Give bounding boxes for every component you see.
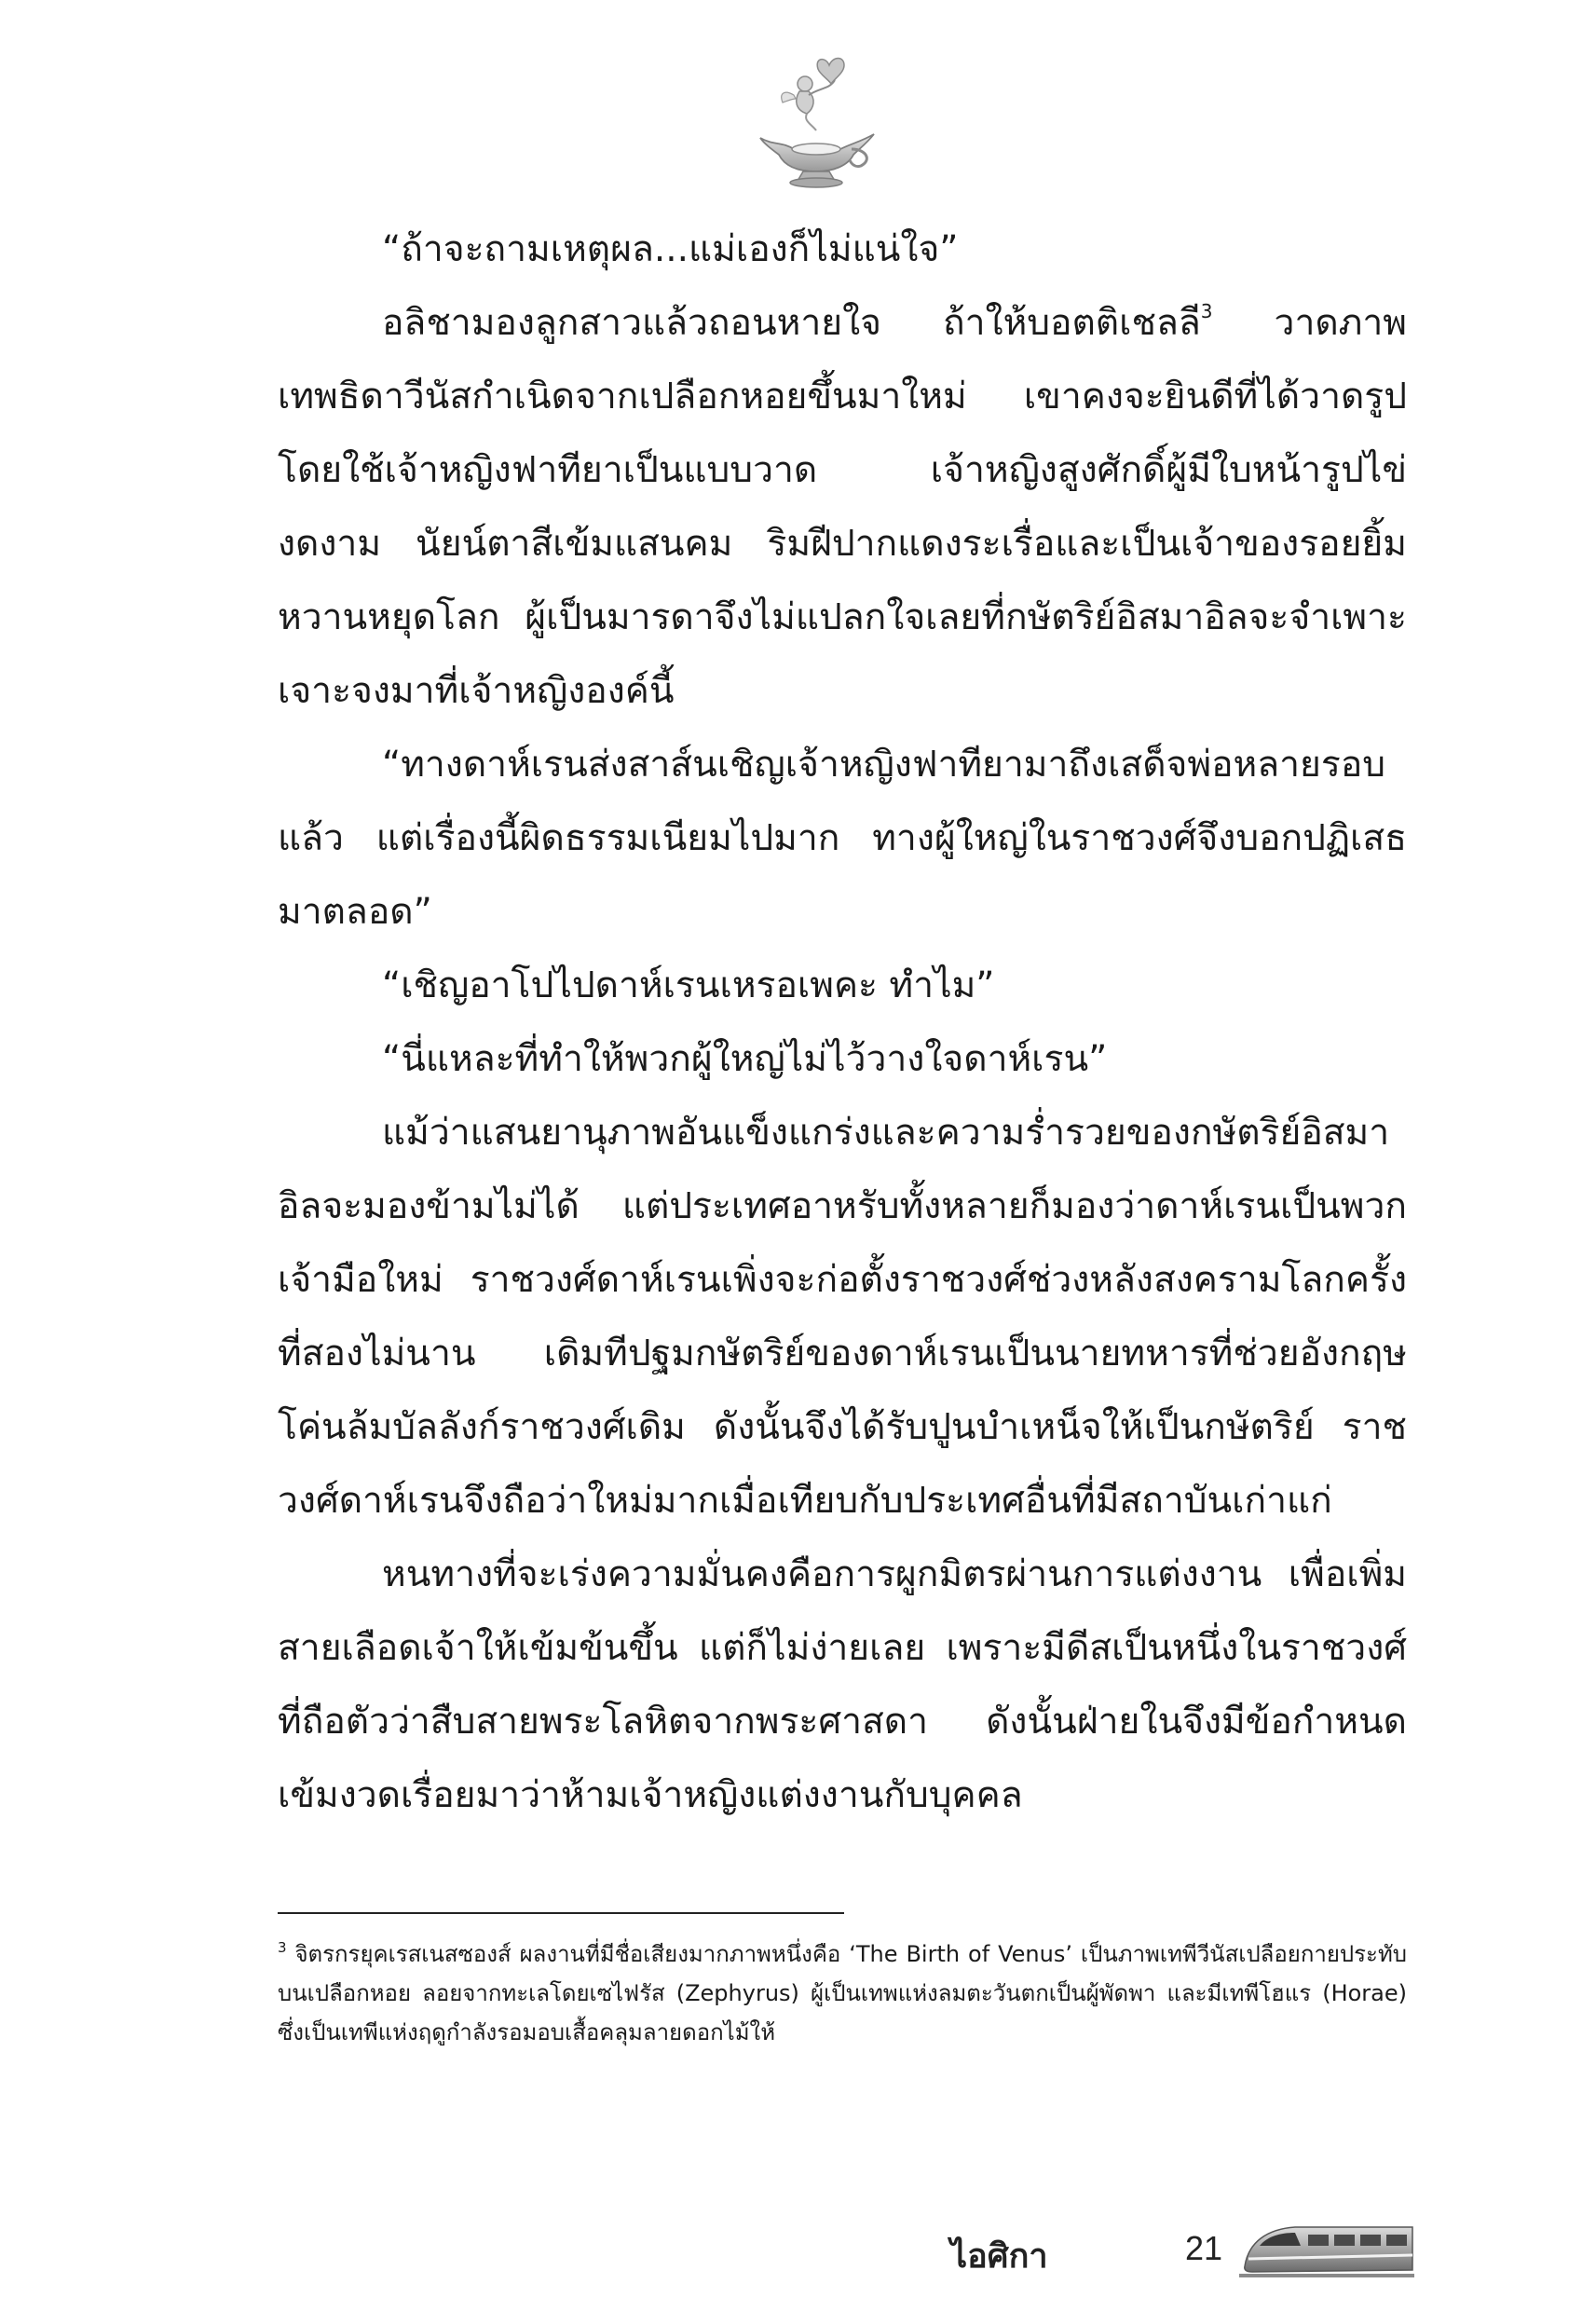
paragraph: “นี่แหละที่ทำให้พวกผู้ใหญ่ไม่ไว้วางใจดาห์เรน”	[382, 1038, 1108, 1080]
footnote-paragraph	[278, 1935, 1407, 2052]
magic-lamp-cupid-icon	[751, 52, 881, 192]
paragraph: “ถ้าจะถามเหตุผล...แม่เองก็ไม่แน่ใจ”	[382, 228, 959, 270]
body-text	[278, 212, 1407, 1832]
page-footer	[950, 2218, 1416, 2292]
paragraph: แม้ว่าแสนยานุภาพอันแข็งแกร่งและความร่ำรวยของกษัตริย์อิสมาอิลจะมองข้ามไม่ได้ แต่ประเทศอาหรับทั้งหลายก็มองว่าดาห์เรนเป็นพวกเจ้ามือใหม่ ราชวงศ์ดาห์เรนเพิ่งจะก่อตั้งราชวงศ์ช่วงหลังสงครามโลกครั้งที่สองไม่นาน เดิมทีปฐมกษัตริย์ของดาห์เรนเป็นนายทหารที่ช่วยอังกฤษโค่นล้มบัลลังก์ราชวงศ์เดิม ดังนั้นจึงได้รับปูนบำเหน็จให้เป็นกษัตริย์ ราชวงศ์ดาห์เรนจึงถือว่าใหม่มากเมื่อเทียบกับประเทศอื่นที่มีสถาบันเก่าแก่	[278, 1112, 1407, 1522]
page-number: 21	[1185, 2229, 1223, 2267]
train-icon	[1239, 2218, 1414, 2281]
footnote	[278, 1935, 1407, 2052]
footnote-text: จิตรกรยุคเรสเนสซองส์ ผลงานที่มีชื่อเสียงมากภาพหนึ่งคือ ‘The Birth of Venus’ เป็นภาพเทพีวีนัสเปลือยกายประทับบนเปลือกหอย ลอยจากทะเลโดยเซไฟรัส (Zephyrus) ผู้เป็นเทพแห่งลมตะวันตกเป็นผู้พัดพา และมีเทพีโฮแร (Horae) ซึ่งเป็นเทพีแห่งฤดูกำลังรอมอบเสื้อคลุมลายดอกไม้ให้	[278, 1941, 1407, 2045]
paragraph-text: อลิชามองลูกสาวแล้วถอนหายใจ ถ้าให้บอตติเชลลี	[382, 302, 1201, 344]
footnote-reference: 3	[1200, 300, 1213, 322]
footnote-marker: 3	[278, 1939, 287, 1956]
book-title: ไอศิกา	[950, 2236, 1048, 2275]
paragraph: “เชิญอาโปไปดาห์เรนเหรอเพคะ ทำไม”	[382, 964, 995, 1006]
paragraph-text: วาดภาพเทพธิดาวีนัสกำเนิดจากเปลือกหอยขึ้นมาใหม่ เขาคงจะยินดีที่ได้วาดรูปโดยใช้เจ้าหญิงฟาทียาเป็นแบบวาด เจ้าหญิงสูงศักดิ์ผู้มีใบหน้ารูปไข่งดงาม นัยน์ตาสีเข้มแสนคม ริมฝีปากแดงระเรื่อและเป็นเจ้าของรอยยิ้มหวานหยุดโลก ผู้เป็นมารดาจึงไม่แปลกใจเลยที่กษัตริย์อิสมาอิลจะจำเพาะเจาะจงมาที่เจ้าหญิงองค์นี้	[278, 302, 1408, 712]
paragraph	[278, 286, 1407, 728]
paragraph: “ทางดาห์เรนส่งสาส์นเชิญเจ้าหญิงฟาทียามาถึงเสด็จพ่อหลายรอบแล้ว แต่เรื่องนี้ผิดธรรมเนียมไปมาก ทางผู้ใหญ่ในราชวงศ์จึงบอกปฏิเสธมาตลอด”	[278, 744, 1407, 933]
paragraph: หนทางที่จะเร่งความมั่นคงคือการผูกมิตรผ่านการแต่งงาน เพื่อเพิ่มสายเลือดเจ้าให้เข้มข้นขึ้น แต่ก็ไม่ง่ายเลย เพราะมีดีสเป็นหนึ่งในราชวงศ์ที่ถือตัวว่าสืบสายพระโลหิตจากพระศาสดา ดังนั้นฝ่ายในจึงมีข้อกำหนดเข้มงวดเรื่อยมาว่าห้ามเจ้าหญิงแต่งงานกับบุคคล	[278, 1553, 1407, 1816]
footnote-divider	[278, 1912, 844, 1914]
